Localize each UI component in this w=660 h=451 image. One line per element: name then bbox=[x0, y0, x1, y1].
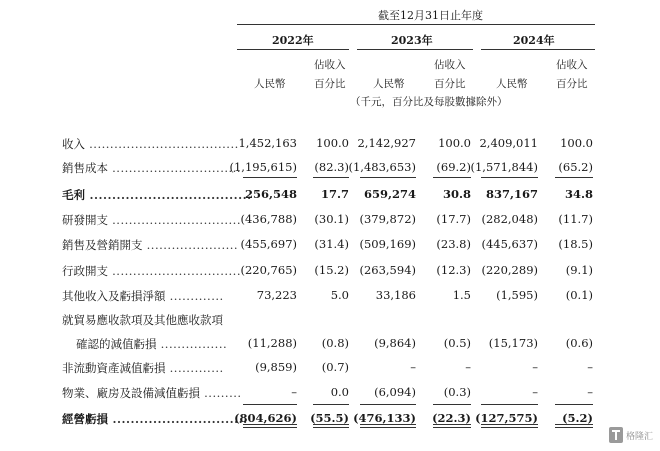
year-2022: 2022年 bbox=[272, 34, 314, 47]
cell-value: 256,548 bbox=[244, 187, 297, 201]
col-rmb-2022: 人民幣 bbox=[254, 78, 286, 90]
cell-value: 30.8 bbox=[442, 187, 471, 201]
cell-value: (6,094) bbox=[374, 385, 416, 399]
cell-value: 837,167 bbox=[485, 187, 538, 201]
cell-value: (220,765) bbox=[240, 263, 297, 277]
row-label-text: 物業、廠房及設備減值虧損 bbox=[62, 386, 200, 400]
rule-after-cost-pct1 bbox=[313, 177, 349, 178]
row-label bbox=[62, 411, 248, 427]
row-label-text: 收入 bbox=[62, 137, 85, 151]
row-label-line1: 就貿易應收款項及其他應收款項 bbox=[62, 313, 223, 327]
cell-value: (15.2) bbox=[314, 263, 349, 277]
cell-value: (30.1) bbox=[314, 212, 349, 226]
cell-value: – bbox=[410, 360, 416, 374]
cell-value: (1,195,615) bbox=[229, 160, 297, 174]
cell-value: (11,288) bbox=[247, 336, 297, 350]
row-label bbox=[62, 187, 252, 203]
leader-dots: ...................... bbox=[142, 238, 239, 252]
row-label-text: 其他收入及虧損淨額 bbox=[62, 289, 166, 303]
cell-value: (379,872) bbox=[359, 212, 416, 226]
rule-before-total bbox=[243, 404, 297, 405]
leader-dots: ............................... bbox=[108, 213, 241, 227]
cell-value: 5.0 bbox=[330, 288, 349, 302]
year-underline-2023 bbox=[357, 49, 473, 50]
cell-value: 2,142,927 bbox=[357, 136, 416, 150]
cell-value: 100.0 bbox=[560, 136, 593, 150]
cell-value: 0.0 bbox=[330, 385, 349, 399]
brand-logo-text: 格隆汇 bbox=[626, 432, 654, 442]
cell-value: (23.8) bbox=[436, 237, 471, 251]
year-2023: 2023年 bbox=[391, 34, 433, 47]
cell-value: – bbox=[587, 385, 593, 399]
brand-logo bbox=[609, 425, 653, 445]
cell-value: (1,483,653) bbox=[348, 160, 416, 174]
row-label-text: 非流動資產減值虧損 bbox=[62, 361, 166, 375]
double-rule-total-6 bbox=[555, 424, 593, 428]
cell-value: (282,048) bbox=[481, 212, 538, 226]
cell-value: (263,594) bbox=[359, 263, 416, 277]
cell-value: – bbox=[291, 385, 297, 399]
period-title: 截至12月31日止年度 bbox=[378, 9, 483, 22]
col-pct-2024-l1: 佔收入 bbox=[556, 59, 588, 71]
row-label-text: 毛利 bbox=[62, 188, 85, 202]
cell-value: (0.7) bbox=[321, 360, 349, 374]
col-pct-2023-l2: 百分比 bbox=[434, 78, 466, 90]
cell-value: (31.4) bbox=[314, 237, 349, 251]
row-label bbox=[62, 160, 241, 176]
double-rule-total-4 bbox=[433, 424, 471, 428]
cell-value: (65.2) bbox=[558, 160, 593, 174]
rule-before-total-pct1 bbox=[313, 404, 349, 405]
cell-value: (0.1) bbox=[565, 288, 593, 302]
rule-before-total-pct3 bbox=[555, 404, 593, 405]
cell-value: 73,223 bbox=[256, 288, 297, 302]
rule-after-cost-pct3 bbox=[555, 177, 593, 178]
row-label-line2 bbox=[76, 336, 227, 352]
row-label bbox=[62, 288, 224, 304]
cell-value: – bbox=[465, 360, 471, 374]
leader-dots: ............. bbox=[165, 361, 224, 375]
row-label-text: 行政開支 bbox=[62, 264, 108, 278]
col-pct-2022-l2: 百分比 bbox=[314, 78, 346, 90]
cell-value: (11.7) bbox=[558, 212, 593, 226]
col-pct-2024-l2: 百分比 bbox=[556, 78, 588, 90]
cell-value: 17.7 bbox=[320, 187, 349, 201]
cell-value: 1,452,163 bbox=[238, 136, 297, 150]
cell-value: – bbox=[532, 385, 538, 399]
row-label bbox=[62, 360, 224, 376]
cell-value: (455,697) bbox=[240, 237, 297, 251]
cell-value: – bbox=[532, 360, 538, 374]
year-underline-2024 bbox=[481, 49, 595, 50]
cell-value: (1,595) bbox=[496, 288, 538, 302]
row-label bbox=[62, 237, 238, 253]
leader-dots: ............. bbox=[165, 289, 224, 303]
cell-value: (0.5) bbox=[443, 336, 471, 350]
rule-after-cost bbox=[243, 177, 297, 178]
cell-value: 2,409,011 bbox=[479, 136, 538, 150]
double-rule-total-3 bbox=[360, 424, 416, 428]
cell-value: (12.3) bbox=[436, 263, 471, 277]
cell-value: (9,859) bbox=[255, 360, 297, 374]
cell-value: (445,637) bbox=[481, 237, 538, 251]
cell-value: 100.0 bbox=[438, 136, 471, 150]
rule-before-total-pct2 bbox=[433, 404, 471, 405]
rule-after-cost-2023 bbox=[360, 177, 416, 178]
col-pct-2023-l1: 佔收入 bbox=[434, 59, 466, 71]
col-rmb-2023: 人民幣 bbox=[373, 78, 405, 90]
leader-dots: .................................... bbox=[85, 137, 239, 151]
cell-value: (9.1) bbox=[565, 263, 593, 277]
cell-value: (1,571,844) bbox=[470, 160, 538, 174]
cell-value: (82.3) bbox=[314, 160, 349, 174]
double-rule-total-1 bbox=[243, 424, 297, 428]
brand-logo-icon bbox=[609, 427, 623, 443]
cell-value: (220,289) bbox=[481, 263, 538, 277]
cell-value: (0.3) bbox=[443, 385, 471, 399]
leader-dots: ............................... bbox=[108, 264, 241, 278]
cell-value: (9,864) bbox=[374, 336, 416, 350]
cell-value: (15,173) bbox=[488, 336, 538, 350]
row-label bbox=[62, 385, 242, 401]
leader-dots: ............................... bbox=[108, 161, 241, 175]
year-2024: 2024年 bbox=[513, 34, 555, 47]
cell-value: – bbox=[587, 360, 593, 374]
cell-value: 100.0 bbox=[316, 136, 349, 150]
col-rmb-2024: 人民幣 bbox=[496, 78, 528, 90]
rule-before-total-2024 bbox=[481, 404, 538, 405]
leader-dots: .............................. bbox=[108, 412, 248, 426]
year-underline-2022 bbox=[237, 49, 349, 50]
row-label-text: 銷售成本 bbox=[62, 161, 108, 175]
rule-after-cost-pct2 bbox=[433, 177, 471, 178]
cell-value: 34.8 bbox=[564, 187, 593, 201]
leader-dots: .................................... bbox=[85, 188, 252, 202]
double-rule-total-5 bbox=[481, 424, 538, 428]
row-label-text: 研發開支 bbox=[62, 213, 108, 227]
cell-value: (509,169) bbox=[359, 237, 416, 251]
row-label-text: 經營虧損 bbox=[62, 412, 108, 426]
cell-value: (436,788) bbox=[240, 212, 297, 226]
rule-before-total-2023 bbox=[360, 404, 416, 405]
row-label-text: 確認的減值虧損 bbox=[76, 337, 157, 351]
cell-value: 33,186 bbox=[375, 288, 416, 302]
cell-value: (5.2) bbox=[562, 411, 593, 425]
cell-value: (127,575) bbox=[475, 411, 538, 425]
period-underline bbox=[237, 24, 595, 25]
cell-value: (0.6) bbox=[565, 336, 593, 350]
col-pct-2022-l1: 佔收入 bbox=[314, 59, 346, 71]
row-label bbox=[62, 136, 239, 152]
double-rule-total-2 bbox=[313, 424, 349, 428]
cell-value: (22.3) bbox=[432, 411, 471, 425]
rule-after-cost-2024 bbox=[481, 177, 538, 178]
cell-value: (804,626) bbox=[234, 411, 297, 425]
cell-value: (55.5) bbox=[310, 411, 349, 425]
cell-value: (0.8) bbox=[321, 336, 349, 350]
cell-value: (476,133) bbox=[353, 411, 416, 425]
unit-note: （千元，百分比及每股數據除外） bbox=[350, 96, 508, 108]
row-label-text: 銷售及營銷開支 bbox=[62, 238, 143, 252]
cell-value: (17.7) bbox=[436, 212, 471, 226]
row-label bbox=[62, 263, 241, 279]
cell-value: (69.2) bbox=[436, 160, 471, 174]
leader-dots: ................ bbox=[156, 337, 228, 351]
cell-value: (18.5) bbox=[558, 237, 593, 251]
leader-dots: ......... bbox=[200, 386, 242, 400]
cell-value: 1.5 bbox=[452, 288, 471, 302]
row-label bbox=[62, 212, 241, 228]
cell-value: 659,274 bbox=[363, 187, 416, 201]
